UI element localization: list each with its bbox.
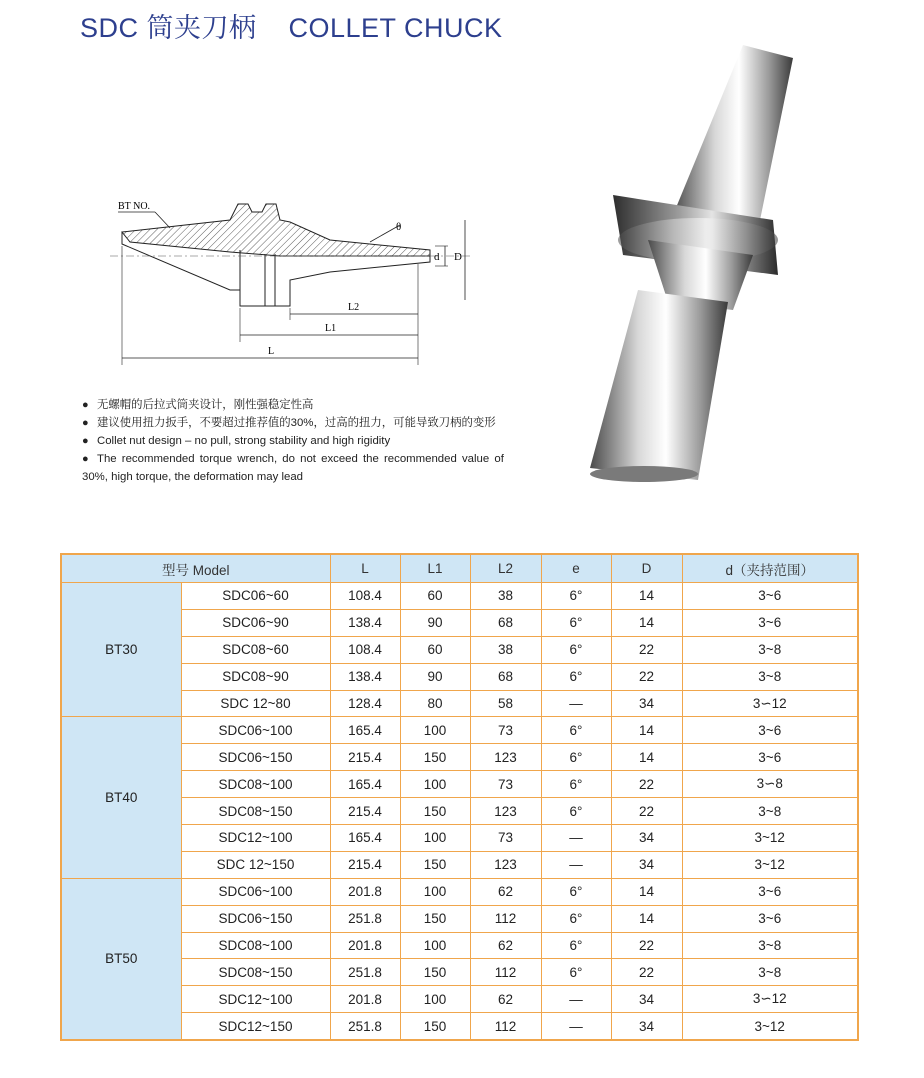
cell-L1: 60	[400, 583, 470, 610]
drawing-label-d: d	[434, 251, 440, 263]
note-item	[82, 414, 542, 432]
cell-D: 14	[611, 717, 682, 744]
cell-e: —	[541, 825, 611, 852]
spec-table-body	[61, 554, 858, 1040]
cell-d: 3∽8	[682, 771, 858, 798]
cell-L2: 68	[470, 609, 541, 636]
cell-model: SDC12~100	[181, 986, 330, 1013]
cell-d: 3~8	[682, 798, 858, 825]
cell-e: —	[541, 1013, 611, 1040]
cell-d: 3~12	[682, 851, 858, 878]
cell-e: 6°	[541, 583, 611, 610]
cell-D: 34	[611, 986, 682, 1013]
note-item	[67, 450, 527, 486]
collet-chuck-photo	[578, 40, 828, 490]
header-D: D	[611, 554, 682, 583]
cell-L2: 73	[470, 771, 541, 798]
header-L2: L2	[470, 554, 541, 583]
cell-L1: 80	[400, 690, 470, 717]
cell-e: —	[541, 851, 611, 878]
cell-e: 6°	[541, 771, 611, 798]
table-row	[61, 609, 858, 636]
cell-D: 34	[611, 1013, 682, 1040]
cell-L: 251.8	[330, 905, 400, 932]
cell-D: 22	[611, 663, 682, 690]
cell-e: 6°	[541, 798, 611, 825]
cell-L2: 123	[470, 744, 541, 771]
cell-e: —	[541, 986, 611, 1013]
group-cell: BT30	[61, 583, 181, 717]
note-text-continuation: 30%, high torque, the deformation may lead	[82, 471, 303, 483]
cell-d: 3~8	[682, 932, 858, 959]
cell-L1: 100	[400, 771, 470, 798]
cell-e: 6°	[541, 663, 611, 690]
cell-L: 201.8	[330, 878, 400, 905]
cell-e: —	[541, 690, 611, 717]
cell-d: 3~6	[682, 583, 858, 610]
cell-D: 14	[611, 609, 682, 636]
cell-L1: 150	[400, 851, 470, 878]
cell-L2: 112	[470, 905, 541, 932]
table-row	[61, 636, 858, 663]
table-row	[61, 663, 858, 690]
cell-L1: 60	[400, 636, 470, 663]
cell-D: 14	[611, 878, 682, 905]
cell-L1: 150	[400, 905, 470, 932]
bullet-icon: ●	[82, 453, 89, 465]
cell-model: SDC08~90	[181, 663, 330, 690]
bullet-icon: ●	[82, 435, 89, 447]
cell-L: 215.4	[330, 851, 400, 878]
cell-D: 22	[611, 932, 682, 959]
table-row	[61, 959, 858, 986]
cell-d: 3∽12	[682, 986, 858, 1013]
cell-L1: 90	[400, 663, 470, 690]
table-row	[61, 1013, 858, 1040]
cell-e: 6°	[541, 744, 611, 771]
drawing-label-L2: L2	[348, 302, 360, 313]
cell-L: 165.4	[330, 825, 400, 852]
cell-D: 34	[611, 690, 682, 717]
table-row	[61, 986, 858, 1013]
cell-D: 14	[611, 583, 682, 610]
note-text: 无螺帽的后拉式筒夹设计，刚性强稳定性高	[97, 399, 314, 411]
cell-L2: 68	[470, 663, 541, 690]
cell-D: 14	[611, 905, 682, 932]
drawing-label-L1: L1	[325, 323, 337, 334]
cell-L2: 38	[470, 583, 541, 610]
page-title: SDC 筒夹刀柄 COLLET CHUCK	[80, 13, 503, 43]
cell-d: 3~6	[682, 609, 858, 636]
technical-drawing	[100, 180, 490, 370]
cell-e: 6°	[541, 905, 611, 932]
cell-model: SDC06~150	[181, 744, 330, 771]
cell-L1: 150	[400, 1013, 470, 1040]
cell-d: 3~12	[682, 1013, 858, 1040]
cell-e: 6°	[541, 636, 611, 663]
cell-D: 22	[611, 959, 682, 986]
cell-L: 108.4	[330, 636, 400, 663]
cell-model: SDC08~100	[181, 771, 330, 798]
cell-L: 108.4	[330, 583, 400, 610]
note-text: 建议使用扭力扳手，不要超过推荐值的30%，过高的扭力，可能导致刀柄的变形	[97, 417, 496, 429]
cell-L1: 90	[400, 609, 470, 636]
cell-L2: 112	[470, 959, 541, 986]
drawing-label-D: D	[454, 251, 462, 263]
cell-model: SDC06~100	[181, 717, 330, 744]
cell-d: 3~12	[682, 825, 858, 852]
group-cell: BT50	[61, 878, 181, 1040]
header-model: 型号 Model	[61, 554, 330, 583]
spec-table	[60, 553, 859, 1041]
table-row	[61, 744, 858, 771]
cell-L2: 62	[470, 932, 541, 959]
cell-model: SDC06~60	[181, 583, 330, 610]
cell-D: 34	[611, 825, 682, 852]
cell-L2: 38	[470, 636, 541, 663]
note-text: Collet nut design – no pull, strong stability and high rigidity	[97, 435, 391, 447]
cell-model: SDC 12~80	[181, 690, 330, 717]
cell-D: 34	[611, 851, 682, 878]
table-row	[61, 583, 858, 610]
table-row	[61, 932, 858, 959]
note-item	[82, 432, 542, 450]
cell-model: SDC08~60	[181, 636, 330, 663]
cell-D: 14	[611, 744, 682, 771]
cell-L: 215.4	[330, 744, 400, 771]
cell-L: 201.8	[330, 986, 400, 1013]
cell-e: 6°	[541, 932, 611, 959]
cell-L1: 100	[400, 932, 470, 959]
cell-model: SDC06~100	[181, 878, 330, 905]
table-row	[61, 825, 858, 852]
table-row	[61, 771, 858, 798]
note-item	[82, 396, 542, 414]
cell-D: 22	[611, 636, 682, 663]
cell-L2: 123	[470, 798, 541, 825]
table-header-row	[61, 554, 858, 583]
cell-L1: 100	[400, 986, 470, 1013]
cell-D: 22	[611, 798, 682, 825]
cell-model: SDC12~100	[181, 825, 330, 852]
cell-L2: 62	[470, 986, 541, 1013]
cell-model: SDC08~100	[181, 932, 330, 959]
cell-L1: 100	[400, 717, 470, 744]
cell-d: 3~6	[682, 878, 858, 905]
cell-L: 201.8	[330, 932, 400, 959]
cell-model: SDC08~150	[181, 798, 330, 825]
header-L: L	[330, 554, 400, 583]
table-row	[61, 878, 858, 905]
cell-L1: 150	[400, 798, 470, 825]
cell-e: 6°	[541, 609, 611, 636]
taper-shank	[673, 45, 793, 230]
notes-list	[82, 396, 542, 486]
header-e: e	[541, 554, 611, 583]
header-d: d（夹持范围）	[682, 554, 858, 583]
table-row	[61, 690, 858, 717]
cell-L2: 62	[470, 878, 541, 905]
note-text: The recommended torque wrench, do not exceed the recommended value of	[97, 453, 504, 465]
cell-L: 215.4	[330, 798, 400, 825]
cell-d: 3∽12	[682, 690, 858, 717]
cell-L1: 150	[400, 959, 470, 986]
cell-L2: 73	[470, 825, 541, 852]
cell-L: 251.8	[330, 1013, 400, 1040]
cell-L2: 112	[470, 1013, 541, 1040]
cell-D: 22	[611, 771, 682, 798]
cell-d: 3~8	[682, 636, 858, 663]
cell-L1: 100	[400, 878, 470, 905]
cell-L1: 100	[400, 825, 470, 852]
cell-L2: 73	[470, 717, 541, 744]
cell-d: 3~6	[682, 744, 858, 771]
header-L1: L1	[400, 554, 470, 583]
group-cell: BT40	[61, 717, 181, 878]
cell-L: 251.8	[330, 959, 400, 986]
cell-d: 3~6	[682, 717, 858, 744]
cell-d: 3~8	[682, 663, 858, 690]
cell-model: SDC06~150	[181, 905, 330, 932]
cell-L: 138.4	[330, 609, 400, 636]
hatched-section	[122, 204, 430, 256]
cell-L2: 123	[470, 851, 541, 878]
cell-model: SDC06~90	[181, 609, 330, 636]
nose	[590, 290, 728, 480]
cell-L2: 58	[470, 690, 541, 717]
table-row	[61, 905, 858, 932]
cell-e: 6°	[541, 717, 611, 744]
cell-L: 138.4	[330, 663, 400, 690]
cell-model: SDC 12~150	[181, 851, 330, 878]
cell-d: 3~6	[682, 905, 858, 932]
drawing-label-theta: θ	[396, 221, 402, 233]
drawing-label-L: L	[268, 346, 275, 357]
cell-model: SDC12~150	[181, 1013, 330, 1040]
cell-e: 6°	[541, 878, 611, 905]
drawing-label-bt: BT NO.	[118, 201, 151, 212]
bullet-icon: ●	[82, 399, 89, 411]
cell-L: 128.4	[330, 690, 400, 717]
table-row	[61, 851, 858, 878]
cell-model: SDC08~150	[181, 959, 330, 986]
table-row	[61, 717, 858, 744]
cell-e: 6°	[541, 959, 611, 986]
cell-L: 165.4	[330, 717, 400, 744]
cell-d: 3~8	[682, 959, 858, 986]
bullet-icon: ●	[82, 417, 89, 429]
cell-L1: 150	[400, 744, 470, 771]
table-row	[61, 798, 858, 825]
cell-L: 165.4	[330, 771, 400, 798]
